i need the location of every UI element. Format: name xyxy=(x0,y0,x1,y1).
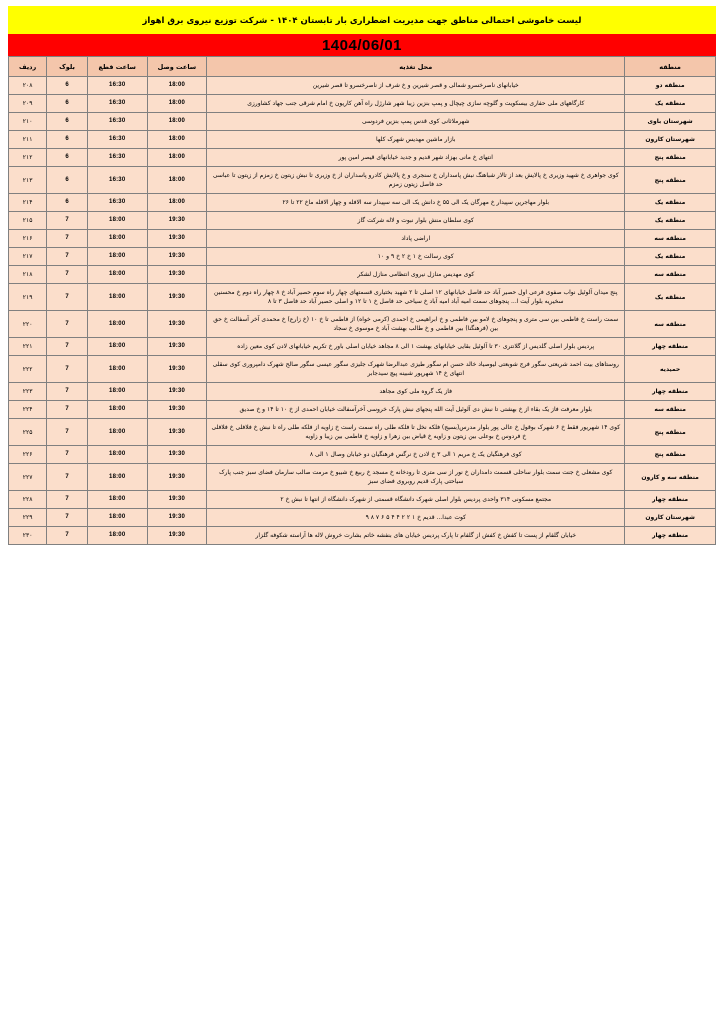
cell-block: 6 xyxy=(47,149,88,167)
cell-region: منطقه چهار xyxy=(625,491,716,509)
cell-on-time: 19:30 xyxy=(147,464,207,491)
cell-off-time: 18:00 xyxy=(87,383,147,401)
cell-region: منطقه چهار xyxy=(625,383,716,401)
cell-place: پردیس بلوار اصلی گلدیس از گلانتری ۳۰ تا آلوئیل بقایی خیابانهای بهشت ۱ الی ۸ مجاهد خیابان اصلی باور خ تکریم خیابانهای لادن کوی معین زاده xyxy=(207,338,625,356)
table-row xyxy=(9,446,716,464)
cell-row-no: ۲۲۶ xyxy=(9,446,47,464)
cell-block: 7 xyxy=(47,464,88,491)
cell-row-no: ۲۱۶ xyxy=(9,230,47,248)
table-row xyxy=(9,464,716,491)
column-header-off-time: ساعت قطع xyxy=(87,57,147,77)
cell-block: 7 xyxy=(47,446,88,464)
cell-place: کوی ۱۴ شهریور فقط خ ۶ شهرک بوقول خ عالی پور بلوار مدرس(بسیج) فلکه نخل تا فلکه طلی راه سمت راست خ زاویه از فلکه طلی راه تا نبش خ فلافلی خ فلافلی خ فردوس خ بوعلی بین زیتون و زاویه خ قیاض بین زهرا و زاویه خ فاطمی بین زیبا و زاویه xyxy=(207,419,625,446)
column-header-row-no: ردیف xyxy=(9,57,47,77)
cell-block: 7 xyxy=(47,383,88,401)
column-header-block: بلوک xyxy=(47,57,88,77)
cell-off-time: 18:00 xyxy=(87,446,147,464)
cell-block: 7 xyxy=(47,509,88,527)
cell-region: منطقه یک xyxy=(625,95,716,113)
cell-off-time: 18:00 xyxy=(87,356,147,383)
cell-region: منطقه سه و کارون xyxy=(625,464,716,491)
cell-region: منطقه پنج xyxy=(625,149,716,167)
cell-on-time: 19:30 xyxy=(147,419,207,446)
cell-row-no: ۲۲۲ xyxy=(9,356,47,383)
table-header xyxy=(9,57,716,77)
cell-row-no: ۲۱۵ xyxy=(9,212,47,230)
cell-on-time: 19:30 xyxy=(147,491,207,509)
cell-on-time: 18:00 xyxy=(147,167,207,194)
table-row xyxy=(9,113,716,131)
outage-table xyxy=(8,56,716,545)
cell-off-time: 16:30 xyxy=(87,194,147,212)
cell-block: 6 xyxy=(47,194,88,212)
schedule-title-banner: لیست خاموشی احتمالی مناطق جهت مدیریت اضطراری بار تابستان ۱۴۰۴ - شرکت توزیع نیروی برق اهواز xyxy=(8,6,716,34)
cell-place: انتهای خ مانی بهزاد شهر قدیم و جدید خیابانهای قیصر امین پور xyxy=(207,149,625,167)
cell-off-time: 18:00 xyxy=(87,509,147,527)
cell-on-time: 18:00 xyxy=(147,77,207,95)
cell-block: 7 xyxy=(47,527,88,545)
cell-place: پنج میدان آلوئیل نواب صفوی فرعی اول حصیر آباد حد فاصل خیابانهای ۱۲ اصلی تا ۲ شهید بختیاری قسمتهای چهار راه سوم حصیر آباد خ ۸ چهار راه دوم خ محسنین سخیریه بلوار آیت ا... پنجوهای سمت امیه آباد امیه آباد خ سیاحی حد فاصل خ ۱ تا ۱۲ و اصلی حصیر آباد حد فاصل ۳ تا ۸ xyxy=(207,284,625,311)
cell-off-time: 18:00 xyxy=(87,527,147,545)
cell-place: روستاهای بیت احمد شریعتی سگور فرج شوبعتی لیوصیاد خالد حسن ام سگور طیزی عبدالرضا شهرک جلیزی سگور عیسی سگور صالح شهرک دامپروری کوی سقلی انتهای خ ۱۴ شهرپور شبینه پیچ سیدجابر xyxy=(207,356,625,383)
cell-block: 7 xyxy=(47,212,88,230)
cell-place: کارگاههای ملی حفاری بیسکویت و گلوچه سازی چیچال و پمپ بنزین زیبا شهر شارژل راه آهن کاریون خ امام شرقی جنب جهاد کشاورزی xyxy=(207,95,625,113)
cell-block: 7 xyxy=(47,419,88,446)
cell-place: فاز یک گروه ملی کوی مجاهد xyxy=(207,383,625,401)
cell-off-time: 18:00 xyxy=(87,419,147,446)
cell-on-time: 19:30 xyxy=(147,356,207,383)
cell-block: 7 xyxy=(47,230,88,248)
cell-region: منطقه پنج xyxy=(625,446,716,464)
cell-region: منطقه یک xyxy=(625,194,716,212)
cell-row-no: ۲۳۰ xyxy=(9,527,47,545)
column-header-on-time: ساعت وصل xyxy=(147,57,207,77)
cell-place: کوی فرهنگیان یک خ مریم ۱ الی ۳ خ لادن خ نرگس فرهنگیان دو خیابان وصال ۱ الی ۸ xyxy=(207,446,625,464)
cell-region: منطقه دو xyxy=(625,77,716,95)
cell-on-time: 19:30 xyxy=(147,212,207,230)
cell-row-no: ۲۲۴ xyxy=(9,401,47,419)
table-row xyxy=(9,95,716,113)
cell-row-no: ۲۱۳ xyxy=(9,167,47,194)
cell-place: کوت عبدا... قدیم خ ۱ ۲ ۲ ۴ ۴ ۵ ۶ ۷ ۸ ۹ xyxy=(207,509,625,527)
cell-off-time: 16:30 xyxy=(87,95,147,113)
table-row xyxy=(9,509,716,527)
cell-region: شهرستان کارون xyxy=(625,131,716,149)
table-row xyxy=(9,383,716,401)
cell-block: 6 xyxy=(47,131,88,149)
cell-place: خیابانهای ناصرخسرو شمالی و قصر شیرین و خ شرف از ناصرخسرو تا قصر شیرین xyxy=(207,77,625,95)
cell-region: منطقه سه xyxy=(625,401,716,419)
cell-row-no: ۲۰۹ xyxy=(9,95,47,113)
cell-row-no: ۲۱۴ xyxy=(9,194,47,212)
cell-block: 7 xyxy=(47,311,88,338)
column-header-place: محل تغذیه xyxy=(207,57,625,77)
cell-on-time: 19:30 xyxy=(147,230,207,248)
cell-region: منطقه یک xyxy=(625,284,716,311)
cell-row-no: ۲۲۹ xyxy=(9,509,47,527)
table-row xyxy=(9,491,716,509)
cell-row-no: ۲۱۰ xyxy=(9,113,47,131)
cell-off-time: 18:00 xyxy=(87,266,147,284)
table-row xyxy=(9,419,716,446)
cell-off-time: 18:00 xyxy=(87,311,147,338)
table-row xyxy=(9,149,716,167)
cell-off-time: 18:00 xyxy=(87,284,147,311)
cell-on-time: 19:30 xyxy=(147,284,207,311)
cell-block: 7 xyxy=(47,401,88,419)
cell-on-time: 19:30 xyxy=(147,311,207,338)
cell-on-time: 19:30 xyxy=(147,383,207,401)
cell-off-time: 16:30 xyxy=(87,131,147,149)
table-row xyxy=(9,527,716,545)
cell-place: شهرملاثانی کوی قدس پمپ بنزین فردوسی xyxy=(207,113,625,131)
cell-region: منطقه سه xyxy=(625,311,716,338)
cell-on-time: 19:30 xyxy=(147,338,207,356)
cell-off-time: 16:30 xyxy=(87,77,147,95)
cell-place: خیابان گلفام از پست تا کفش خ کفش از گلفام تا پارک پردیس خیابان های بنفشه خاتم بشارت خروش لاله ها آراسته شکوفه گلزار xyxy=(207,527,625,545)
cell-row-no: ۲۱۹ xyxy=(9,284,47,311)
table-row xyxy=(9,131,716,149)
header-row xyxy=(9,57,716,77)
cell-on-time: 18:00 xyxy=(147,194,207,212)
cell-region: شهرستان کارون xyxy=(625,509,716,527)
cell-place: کوی رسالت خ ۱ خ ۲ خ ۹ و ۱۰ xyxy=(207,248,625,266)
cell-block: 7 xyxy=(47,248,88,266)
cell-on-time: 19:30 xyxy=(147,446,207,464)
table-row xyxy=(9,284,716,311)
cell-region: حمیدیه xyxy=(625,356,716,383)
table-row xyxy=(9,194,716,212)
cell-block: 7 xyxy=(47,338,88,356)
cell-place: مجتمع مسکونی ۳۱۴ واحدی پردیس بلوار اصلی شهرک دانشگاه قسمتی از شهرک دانشگاه از انتها تا نبش خ ۲ xyxy=(207,491,625,509)
table-row xyxy=(9,248,716,266)
cell-on-time: 19:30 xyxy=(147,527,207,545)
cell-row-no: ۲۱۷ xyxy=(9,248,47,266)
cell-on-time: 19:30 xyxy=(147,248,207,266)
cell-block: 7 xyxy=(47,266,88,284)
cell-on-time: 18:00 xyxy=(147,131,207,149)
cell-region: منطقه یک xyxy=(625,248,716,266)
cell-row-no: ۲۲۰ xyxy=(9,311,47,338)
cell-place: کوی جواهری خ شهید وزیری خ پالایش بعد از تالار شباهنگ نبش پاسداران خ سنجری و خ پالایش کادرو پاسداران از خ وزیری تا نبش زیتون خ زمزم از زیتون تا عباسی حد فاصل زیتون زمزم xyxy=(207,167,625,194)
cell-block: 7 xyxy=(47,356,88,383)
table-row xyxy=(9,356,716,383)
cell-block: 6 xyxy=(47,77,88,95)
cell-place: بلوار مهاجرین سپیدار خ مهرگان یک الی ۵۵ خ دانش یک الی سه سپیدار سه الافله و چهار الافله ماخ ۲۲ تا ۲۶ xyxy=(207,194,625,212)
cell-region: منطقه پنج xyxy=(625,419,716,446)
cell-off-time: 18:00 xyxy=(87,230,147,248)
cell-row-no: ۲۲۱ xyxy=(9,338,47,356)
cell-off-time: 18:00 xyxy=(87,491,147,509)
table-row xyxy=(9,167,716,194)
column-header-region: منطقه xyxy=(625,57,716,77)
cell-row-no: ۲۱۲ xyxy=(9,149,47,167)
cell-on-time: 18:00 xyxy=(147,95,207,113)
table-row xyxy=(9,401,716,419)
cell-row-no: ۲۱۸ xyxy=(9,266,47,284)
cell-region: منطقه پنج xyxy=(625,167,716,194)
cell-on-time: 19:30 xyxy=(147,401,207,419)
cell-row-no: ۲۲۵ xyxy=(9,419,47,446)
cell-place: کوی مهدیس منازل نیروی انتظامی منازل لشکر xyxy=(207,266,625,284)
cell-block: 6 xyxy=(47,113,88,131)
cell-place: کوی سلطان منش بلوار نبوت و لاله شرکت گاز xyxy=(207,212,625,230)
cell-off-time: 16:30 xyxy=(87,167,147,194)
table-row xyxy=(9,311,716,338)
cell-region: منطقه چهار xyxy=(625,527,716,545)
cell-off-time: 16:30 xyxy=(87,113,147,131)
cell-region: منطقه سه xyxy=(625,266,716,284)
cell-off-time: 18:00 xyxy=(87,212,147,230)
cell-region: منطقه چهار xyxy=(625,338,716,356)
cell-place: اراضی پاداد xyxy=(207,230,625,248)
cell-off-time: 16:30 xyxy=(87,149,147,167)
table-row xyxy=(9,212,716,230)
cell-off-time: 18:00 xyxy=(87,248,147,266)
table-row xyxy=(9,230,716,248)
cell-off-time: 18:00 xyxy=(87,401,147,419)
cell-place: کوی مشعلی خ جنت سمت بلوار ساحلی قسمت دامداران خ نور از سی متری تا رودخانه خ مسجد خ ربیع خ شبیو خ مرمت صالب سارمان فضای سبز جنب پارک سیاحتی پارک قدیم روبروی فضای سبز xyxy=(207,464,625,491)
cell-region: منطقه یک xyxy=(625,212,716,230)
table-row xyxy=(9,77,716,95)
cell-on-time: 18:00 xyxy=(147,149,207,167)
cell-block: 6 xyxy=(47,167,88,194)
table-row xyxy=(9,338,716,356)
cell-block: 7 xyxy=(47,491,88,509)
schedule-date-banner: 1404/06/01 xyxy=(8,34,716,56)
cell-place: بلوار معرفت فاز یک بقاء از خ بهشتی تا نبش دی آلوئیل آیت الله پنجهای نبش پارک خروسی آخرآسفالت خیابان احمدی از خ ۱۰ تا ۱۴ و خ صدیق xyxy=(207,401,625,419)
cell-row-no: ۲۲۳ xyxy=(9,383,47,401)
cell-off-time: 18:00 xyxy=(87,464,147,491)
cell-block: 7 xyxy=(47,284,88,311)
cell-on-time: 18:00 xyxy=(147,113,207,131)
cell-place: سمت راست خ فاطمی بین سی متری و پنجوهای خ لامو بین فاطمی و خ ابراهیمی خ احمدی (کرمی خواه) از فاطمی تا خ ۱۰ (خ زارع) خ محمدی آخر آسفالت خ حق بین (فرهنگنا) بین فاطمی و خ طالب بهشت آباد خ موسوی خ سجاد xyxy=(207,311,625,338)
cell-row-no: ۲۰۸ xyxy=(9,77,47,95)
cell-row-no: ۲۲۸ xyxy=(9,491,47,509)
cell-off-time: 18:00 xyxy=(87,338,147,356)
cell-block: 6 xyxy=(47,95,88,113)
table-body xyxy=(9,77,716,545)
table-row xyxy=(9,266,716,284)
cell-region: شهرستان باوی xyxy=(625,113,716,131)
cell-row-no: ۲۲۷ xyxy=(9,464,47,491)
cell-place: بازار ماشین مهدیس شهرک کلها xyxy=(207,131,625,149)
cell-on-time: 19:30 xyxy=(147,266,207,284)
cell-row-no: ۲۱۱ xyxy=(9,131,47,149)
cell-region: منطقه سه xyxy=(625,230,716,248)
cell-on-time: 19:30 xyxy=(147,509,207,527)
